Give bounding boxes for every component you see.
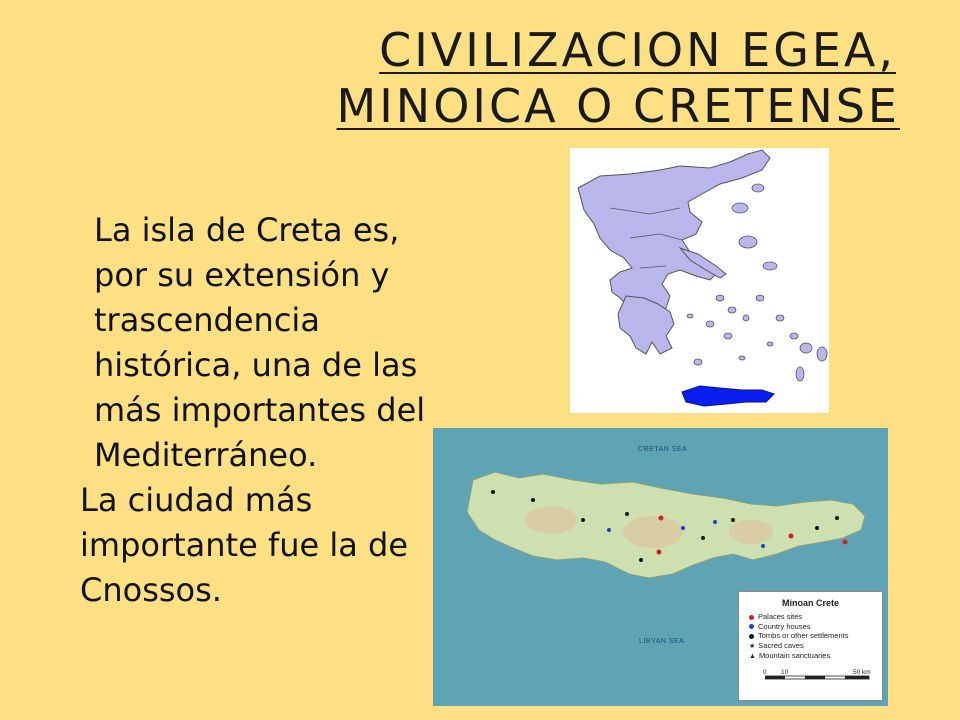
greece-mainland bbox=[578, 150, 770, 324]
legend-item-country-houses: Country houses bbox=[739, 622, 882, 632]
minoan-crete-map-image bbox=[433, 428, 888, 706]
legend-item-sacred-caves: ★ Sacred caves bbox=[749, 640, 804, 650]
greece-map-image bbox=[570, 148, 829, 413]
body-text bbox=[80, 208, 430, 613]
slide-title bbox=[250, 22, 930, 134]
title-line-2: MINOICA O CRETENSE bbox=[336, 79, 900, 133]
legend-title: Minoan Crete bbox=[781, 598, 839, 608]
scale-label-0: 0 bbox=[763, 669, 767, 676]
red-dot-icon bbox=[749, 615, 754, 620]
legend-item-palaces: Palaces sites bbox=[739, 612, 882, 622]
libyan-sea-label: LIBYAN SEA bbox=[639, 638, 685, 645]
greece-map-svg bbox=[570, 148, 829, 413]
crete-highlight bbox=[682, 386, 774, 406]
blue-dot-icon bbox=[749, 624, 754, 629]
scale-label-10: 10 bbox=[781, 669, 789, 676]
cretan-sea-label: CRETAN SEA bbox=[638, 446, 688, 453]
aegean-islands bbox=[687, 184, 827, 381]
map-scale bbox=[763, 669, 875, 692]
legend-item-tombs: Tombs or other settlements bbox=[739, 631, 882, 641]
black-dot-icon bbox=[749, 634, 754, 639]
legend-item-mountain-sanctuaries: ▲ Mountain sanctuaries bbox=[749, 651, 831, 660]
scale-label-50km: 50 km bbox=[853, 669, 871, 676]
star-icon: ★ bbox=[749, 642, 756, 650]
title-line-1: CIVILIZACION EGEA, bbox=[379, 23, 896, 77]
triangle-icon: ▲ bbox=[749, 653, 756, 660]
map-legend bbox=[738, 591, 883, 701]
paragraph-crete: La isla de Creta es, por su extensión y trascendencia histórica, una de las más importantes del Mediterráneo. bbox=[94, 211, 426, 474]
paragraph-cnossos: La ciudad más importante fue la de Cnossos. bbox=[80, 481, 409, 609]
